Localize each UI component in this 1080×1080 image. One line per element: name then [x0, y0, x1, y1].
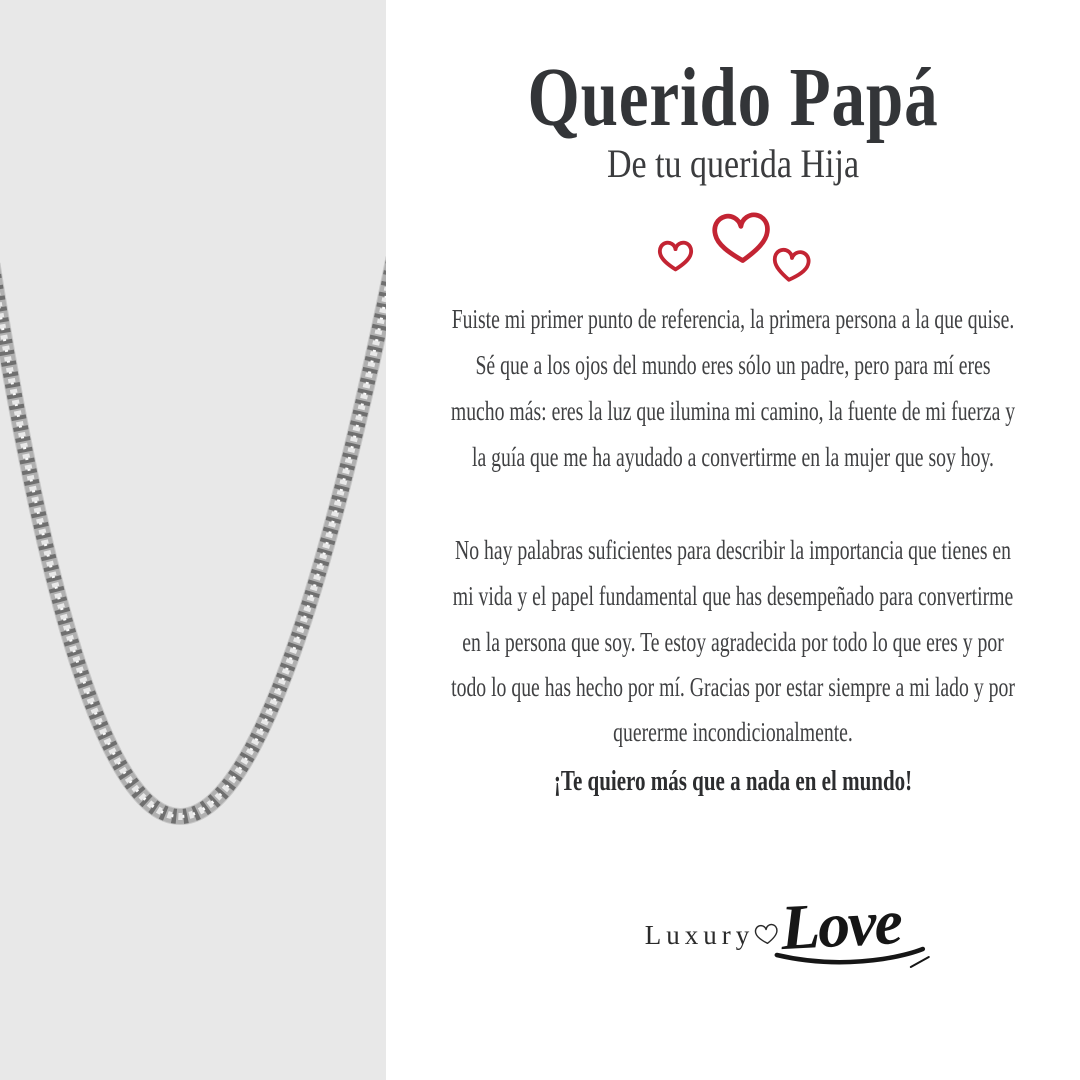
brand-name-love: Love [779, 885, 903, 964]
brand-name-luxury: Luxury [644, 919, 755, 950]
page-subtitle: De tu querida Hija [606, 141, 860, 186]
product-image-panel [0, 0, 386, 1080]
necklace-chain-image [0, 0, 386, 1080]
message-line: Sé que a los ojos del mundo eres sólo un padre, pero para mí eres [475, 350, 991, 380]
message-line: todo lo que has hecho por mí. Gracias por estar siempre a mi lado y por [451, 672, 1015, 702]
brand-name-love-wrap [779, 885, 903, 965]
brand-logo [644, 885, 903, 978]
brand-underline-flourish [773, 945, 933, 971]
heart-icon [772, 249, 810, 282]
message-highlight: ¡Te quiero más que a nada en el mundo! [553, 766, 913, 797]
heart-icon [660, 243, 691, 270]
message-line: la guía que me ha ayudado a convertirme en la mujer que soy hoy. [472, 442, 994, 472]
message-line: Fuiste mi primer punto de referencia, la primera persona a la que quise. [451, 304, 1015, 334]
hearts-decoration [648, 210, 818, 298]
message-line: No hay palabras suficientes para describir la importancia que tienes en [454, 535, 1012, 565]
message-line: quererme incondicionalmente. [613, 717, 853, 747]
message-line: mi vida y el papel fundamental que has desempeñado para convertirme [452, 581, 1014, 611]
page-title: Querido Papá [527, 51, 939, 144]
heart-icon [714, 214, 769, 262]
message-line: mucho más: eres la luz que ilumina mi camino, la fuente de mi fuerza y [450, 396, 1016, 426]
message-line: en la persona que soy. Te estoy agradecida por todo lo que eres y por [462, 627, 1004, 657]
message-panel [386, 0, 1080, 1080]
